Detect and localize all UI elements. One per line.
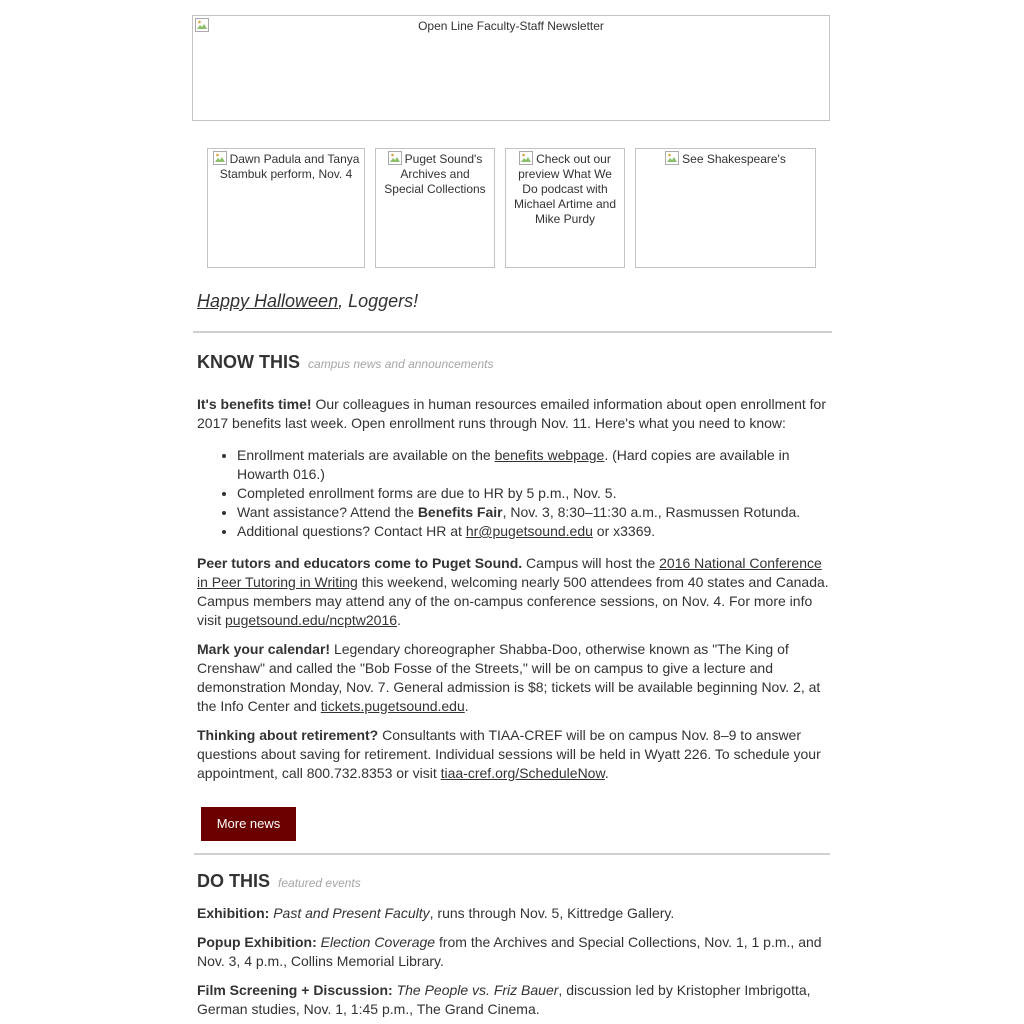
tickets-link[interactable]: tickets.pugetsound.edu [320, 698, 465, 714]
list-item [237, 446, 829, 484]
thumb-podcast[interactable] [505, 148, 625, 268]
know-this-title: KNOW THIS [197, 352, 300, 372]
halloween-link[interactable]: Happy Halloween [197, 291, 339, 311]
section-divider [194, 853, 830, 855]
list-text: or x3369. [592, 523, 656, 539]
event-title: The People vs. Friz Bauer [396, 982, 559, 998]
thumb-alt-text: Check out our preview What We Do podcast with Michael Artime and Mike Purdy [513, 152, 617, 226]
broken-image-icon [665, 151, 679, 165]
tiaa-cref-link[interactable]: tiaa-cref.org/ScheduleNow [440, 765, 605, 781]
retirement-text: Consultants with TIAA-CREF will be on campus Nov. 8–9 to answer questions about saving for retirement. Individual sessions will be held in Wyatt 226. To schedule your appointment, call 800.732.8353 or visit [197, 727, 821, 781]
benefits-lead: It's benefits time! [197, 396, 312, 412]
event-details: from the Archives and Special Collections, Nov. 1, 1 p.m., and Nov. 3, 4 p.m., Collins Memorial Library. [197, 934, 822, 969]
list-text: Completed enrollment forms are due to HR by 5 p.m., Nov. 5. [237, 485, 617, 501]
calendar-text: . [464, 698, 469, 714]
ncptw-url-link[interactable]: pugetsound.edu/ncptw2016 [225, 612, 398, 628]
list-text: Enrollment materials are available on the [237, 447, 495, 463]
event-item [197, 981, 829, 1019]
list-text: , Nov. 3, 8:30–11:30 a.m., Rasmussen Rotunda. [502, 504, 801, 520]
thumb-padula-stambuk[interactable] [207, 148, 365, 268]
newsletter-banner[interactable] [192, 15, 830, 121]
calendar-lead: Mark your calendar! [197, 641, 331, 657]
thumb-alt-text: Puget Sound's Archives and Special Collections [384, 152, 486, 196]
thumb-archives[interactable] [375, 148, 495, 268]
do-this-heading [197, 870, 361, 894]
broken-image-icon [519, 151, 533, 165]
broken-image-icon [388, 151, 402, 165]
list-item [237, 503, 829, 522]
peer-text: this weekend, welcoming nearly 500 attendees from 40 states and Canada. Campus members may attend any of the on-campus conference sessions, on Nov. 4. For more info visit [197, 574, 829, 628]
event-details: , discussion led by Kristopher Imbrigotta, German studies, Nov. 1, 1:45 p.m., The Grand Cinema. [197, 982, 811, 1017]
list-item [237, 484, 829, 503]
peer-tutors-paragraph [197, 554, 829, 630]
know-this-heading [197, 351, 493, 375]
do-this-title: DO THIS [197, 871, 271, 891]
peer-lead: Peer tutors and educators come to Puget Sound. [197, 555, 523, 571]
more-news-button[interactable]: More news [201, 807, 296, 841]
event-type: Popup Exhibition: [197, 934, 317, 950]
benefits-text: Our colleagues in human resources emailed information about open enrollment for 2017 benefits last week. Open enrollment runs through Nov. 11. Here's what you need to know: [197, 396, 826, 431]
event-title: Election Coverage [320, 934, 436, 950]
benefits-webpage-link[interactable]: benefits webpage [494, 447, 605, 463]
calendar-text: Legendary choreographer Shabba-Doo, otherwise known as "The King of Crenshaw" and called the "Bob Fosse of the Streets," will be on campus to give a lecture and demonstration Monday, Nov. 7. General admission is $8; tickets will be available beginning Nov. 2, at the Info Center and [197, 641, 821, 714]
thumb-alt-text: Dawn Padula and Tanya Stambuk perform, Nov. 4 [219, 152, 360, 181]
banner-alt-text: Open Line Faculty-Staff Newsletter [418, 19, 604, 33]
section-divider [193, 331, 832, 333]
list-text: . (Hard copies are available in Howarth 016.) [237, 447, 790, 482]
event-type: Exhibition: [197, 905, 270, 921]
event-item [197, 933, 829, 971]
retirement-lead: Thinking about retirement? [197, 727, 379, 743]
retirement-text: . [604, 765, 609, 781]
ncptw-conference-link[interactable]: 2016 National Conference in Peer Tutoring in Writing [197, 555, 822, 590]
halloween-greeting [197, 290, 418, 312]
thumb-alt-text: See Shakespeare's [682, 152, 786, 166]
list-text: Want assistance? Attend the [237, 504, 418, 520]
event-type: Film Screening + Discussion: [197, 982, 393, 998]
benefits-paragraph [197, 395, 829, 433]
know-this-subtitle: campus news and announcements [308, 357, 494, 371]
benefits-list [197, 446, 829, 541]
peer-text: . [397, 612, 401, 628]
event-item [197, 904, 829, 923]
event-title: Past and Present Faculty [273, 905, 430, 921]
greeting-rest: , Loggers! [338, 291, 419, 311]
event-details: , runs through Nov. 5, Kittredge Gallery. [429, 905, 675, 921]
peer-text: Campus will host the [522, 555, 660, 571]
retirement-paragraph [197, 726, 829, 783]
calendar-paragraph [197, 640, 829, 716]
hr-email-link[interactable]: hr@pugetsound.edu [465, 523, 593, 539]
list-item [237, 522, 829, 541]
thumb-shakespeare[interactable] [635, 148, 816, 268]
broken-image-icon [213, 151, 227, 165]
list-text: Additional questions? Contact HR at [237, 523, 466, 539]
benefits-fair-label: Benefits Fair [417, 504, 503, 520]
do-this-subtitle: featured events [278, 876, 361, 890]
